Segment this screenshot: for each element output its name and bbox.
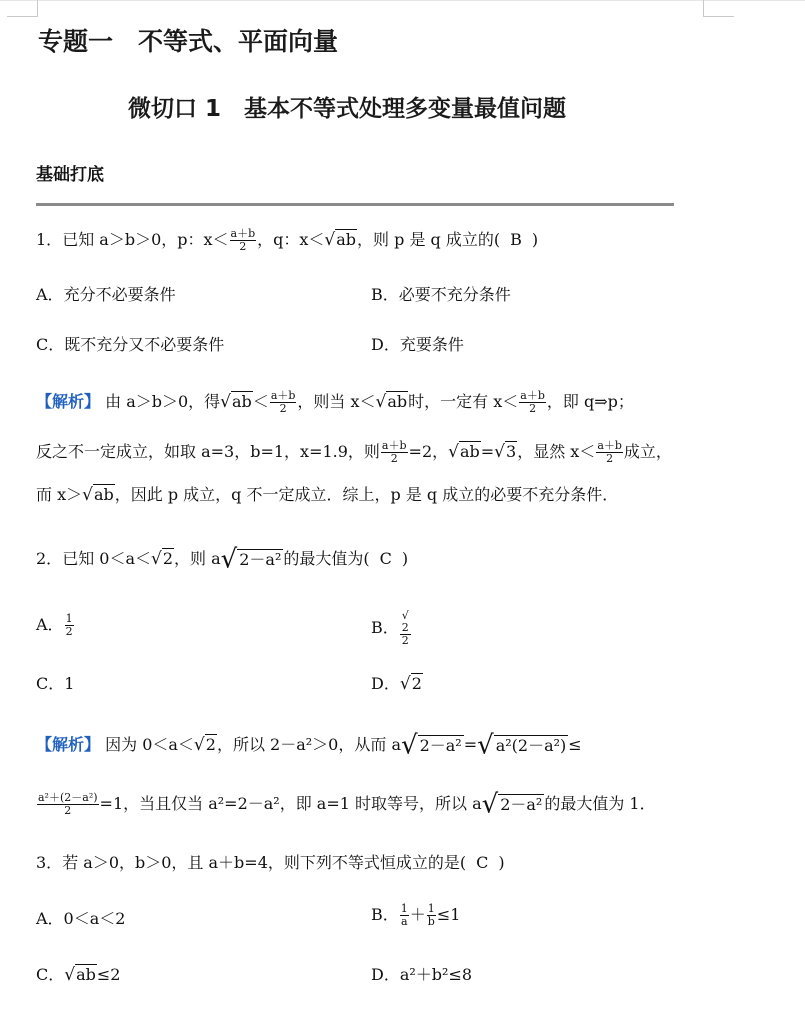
section-label: 基础打底 — [36, 165, 104, 185]
frac-num: a＋b — [381, 439, 407, 452]
analysis-text: 而 x＞ — [36, 485, 83, 504]
radicand: ab — [459, 442, 480, 461]
big-sqrt — [220, 544, 284, 575]
question-number: 2． — [36, 549, 63, 568]
frac-num: a＋b — [520, 389, 545, 402]
sqrt-icon: √ — [399, 674, 411, 694]
analysis-text: 由 a＞b＞0，得 — [105, 392, 221, 411]
analysis-text: ，则当 x＜ — [297, 392, 376, 411]
option-b — [371, 610, 412, 647]
sqrt-icon: √ — [193, 735, 205, 755]
fraction — [427, 903, 436, 928]
sqrt-icon: √ — [494, 442, 505, 462]
option-text: 充要条件 — [399, 335, 464, 354]
section-divider — [36, 203, 674, 206]
q1-close: ) — [531, 230, 539, 249]
sqrt-icon: √ — [64, 965, 76, 985]
option-c — [36, 671, 74, 694]
radicand: 2－a² — [239, 549, 282, 569]
frac-num — [400, 610, 411, 635]
chapter-title: 专题一 不等式、平面向量 — [38, 27, 339, 56]
frac-num: a²＋(2－a²) — [38, 791, 98, 804]
fraction — [400, 610, 411, 647]
q2-stem: 的最大值为( — [283, 549, 370, 568]
q2-close: ) — [401, 549, 409, 568]
frac-den: 2 — [606, 452, 614, 465]
option-text: D．a²＋b²≤8 — [371, 965, 473, 984]
radicand: ab — [387, 392, 408, 411]
q1-mid: ，q：x＜ — [257, 230, 325, 249]
radicand: ab — [232, 392, 252, 411]
fraction — [230, 228, 257, 253]
frac-num: a＋b — [230, 227, 256, 240]
radicand: a²(2－a²) — [495, 735, 567, 755]
option-key: A． — [36, 615, 64, 634]
frac-num: 1 — [400, 902, 408, 915]
sqrt-icon: √ — [220, 544, 238, 575]
big-sqrt — [481, 789, 545, 820]
frac-den: a — [400, 915, 408, 928]
option-key: C． — [36, 965, 65, 984]
radicand: 2－a² — [419, 735, 462, 755]
analysis-text: ≤ — [568, 735, 582, 754]
sqrt-icon: √ — [220, 392, 232, 412]
radicand: 2 — [205, 735, 216, 754]
question-2-stem — [36, 544, 409, 575]
radicand: 2 — [401, 621, 409, 634]
analysis-2-line-2 — [36, 789, 656, 820]
option-c — [36, 962, 120, 985]
option-text: 既不充分又不必要条件 — [64, 335, 225, 354]
radicand: ab — [336, 230, 357, 249]
frac-den: 2 — [529, 402, 537, 415]
sqrt-icon: √ — [400, 730, 418, 761]
answer-choice: C — [379, 549, 392, 568]
radicand: 2 — [162, 549, 174, 568]
q1-suffix: ，则 p 是 q 成立的( — [357, 230, 501, 249]
analysis-text: 的最大值为 1． — [544, 794, 656, 813]
big-sqrt — [400, 730, 464, 761]
lesson-title: 微切口 1 基本不等式处理多变量最值问题 — [128, 96, 567, 122]
sqrt-icon: √ — [448, 442, 459, 462]
sqrt-icon: √ — [375, 392, 387, 412]
option-d — [371, 332, 464, 355]
option-text: 1 — [64, 674, 75, 693]
option-text: ≤1 — [436, 905, 461, 924]
analysis-text: ，所以 2－a²＞0，从而 a — [216, 735, 401, 754]
option-key: B． — [371, 618, 399, 637]
sqrt-icon: √ — [324, 230, 336, 250]
option-b: B． $\frac{1}{a}$ ＋ $\frac{1}{b}$ ≤1 — [371, 902, 461, 928]
fraction — [400, 903, 409, 928]
analysis-text: =1，当且仅当 a²=2－a²，即 a=1 时取等号，所以 a — [99, 794, 482, 813]
option-key: C． — [36, 674, 65, 693]
answer-choice: C — [476, 853, 489, 872]
frac-num: a＋b — [270, 389, 296, 402]
frac-num: a＋b — [597, 439, 622, 452]
fraction — [381, 440, 408, 465]
top-border — [0, 0, 805, 1]
q2-stem: ，则 a — [174, 549, 221, 568]
analysis-2-line-1 — [36, 730, 582, 761]
option-key: C． — [36, 335, 65, 354]
frac-num: 1 — [427, 902, 435, 915]
analysis-text: 成立， — [623, 442, 672, 461]
frac-den: 2 — [390, 452, 398, 465]
question-1-stem — [36, 228, 538, 253]
question-number: 1． — [36, 230, 63, 249]
analysis-text: =2， — [408, 442, 449, 461]
q2-stem: 已知 0＜a＜ — [62, 549, 151, 568]
analysis-tag: 【解析】 — [36, 735, 101, 754]
radicand: 2－a² — [500, 794, 543, 814]
q3-stem: 若 a＞0，b＞0，且 a＋b=4，则下列不等式恒成立的是( — [62, 853, 467, 872]
sqrt-icon: √ — [82, 485, 93, 505]
analysis-text: = — [463, 735, 478, 754]
option-key: D． — [371, 674, 400, 693]
analysis-text: ，因此 p 成立，q 不一定成立．综上，p 是 q 成立的必要不充分条件． — [114, 485, 619, 504]
frac-den: b — [427, 915, 435, 928]
analysis-text: 反之不一定成立，如取 a=3，b=1，x=1.9，则 — [36, 442, 380, 461]
frac-den: 2 — [279, 402, 287, 415]
option-text: 充分不必要条件 — [63, 285, 176, 304]
option-text: ≤2 — [96, 965, 121, 984]
analysis-text: 因为 0＜a＜ — [105, 735, 194, 754]
sqrt-icon: √ — [401, 609, 409, 622]
q1-cond: a＞b＞0，p：x＜ — [99, 230, 229, 249]
fraction — [519, 390, 546, 415]
analysis-text: ，显然 x＜ — [517, 442, 596, 461]
q1-prefix: 已知 — [62, 230, 95, 249]
option-d — [371, 671, 423, 694]
radicand: ab — [93, 485, 114, 504]
option-a — [36, 282, 176, 305]
frac-den: 2 — [64, 804, 72, 817]
option-c — [36, 332, 224, 355]
fraction — [37, 792, 99, 817]
option-key: B． — [371, 285, 399, 304]
option-key: D． — [371, 335, 400, 354]
frac-den: 2 — [65, 625, 73, 638]
fraction — [596, 440, 623, 465]
analysis-text: ，即 q⇒p； — [546, 392, 634, 411]
radicand: ab — [76, 965, 96, 984]
question-number: 3． — [36, 853, 63, 872]
option-d — [371, 962, 472, 985]
answer-choice: B — [510, 230, 522, 249]
analysis-1-line-2 — [36, 440, 672, 465]
question-3-stem — [36, 852, 505, 874]
analysis-text: 时，一定有 x＜ — [408, 392, 519, 411]
analysis-1-line-1: 【解析】 由 a＞b＞0，得√ab＜ $\frac{a+b}{2}$ ，则当 x＜√ab时，一定有 x＜ $\frac{a+b}{2}$ ，即 q⇒p； — [36, 389, 634, 415]
frac-den: 2 — [239, 240, 247, 253]
frac-den: 2 — [401, 634, 409, 647]
option-text: 必要不充分条件 — [398, 285, 511, 304]
analysis-text: = — [480, 442, 495, 461]
option-a — [36, 906, 125, 929]
fraction — [270, 390, 297, 415]
option-key: B． — [371, 905, 399, 924]
page-corner-mark-right — [703, 0, 734, 17]
radicand: 2 — [411, 674, 422, 693]
option-text: A．0＜a＜2 — [36, 909, 126, 928]
analysis-tag: 【解析】 — [36, 392, 101, 411]
option-a — [36, 612, 75, 638]
fraction — [65, 613, 74, 638]
q3-close: ) — [498, 853, 505, 872]
page-corner-mark-left — [7, 0, 38, 17]
option-key: A． — [36, 285, 64, 304]
big-sqrt — [477, 730, 568, 761]
sqrt-icon: √ — [151, 549, 162, 569]
sqrt-icon: √ — [481, 789, 499, 820]
frac-num: 1 — [65, 612, 73, 625]
analysis-1-line-3 — [36, 484, 618, 506]
sqrt-icon: √ — [477, 730, 494, 761]
radicand: 3 — [506, 442, 517, 461]
option-b — [371, 282, 511, 305]
